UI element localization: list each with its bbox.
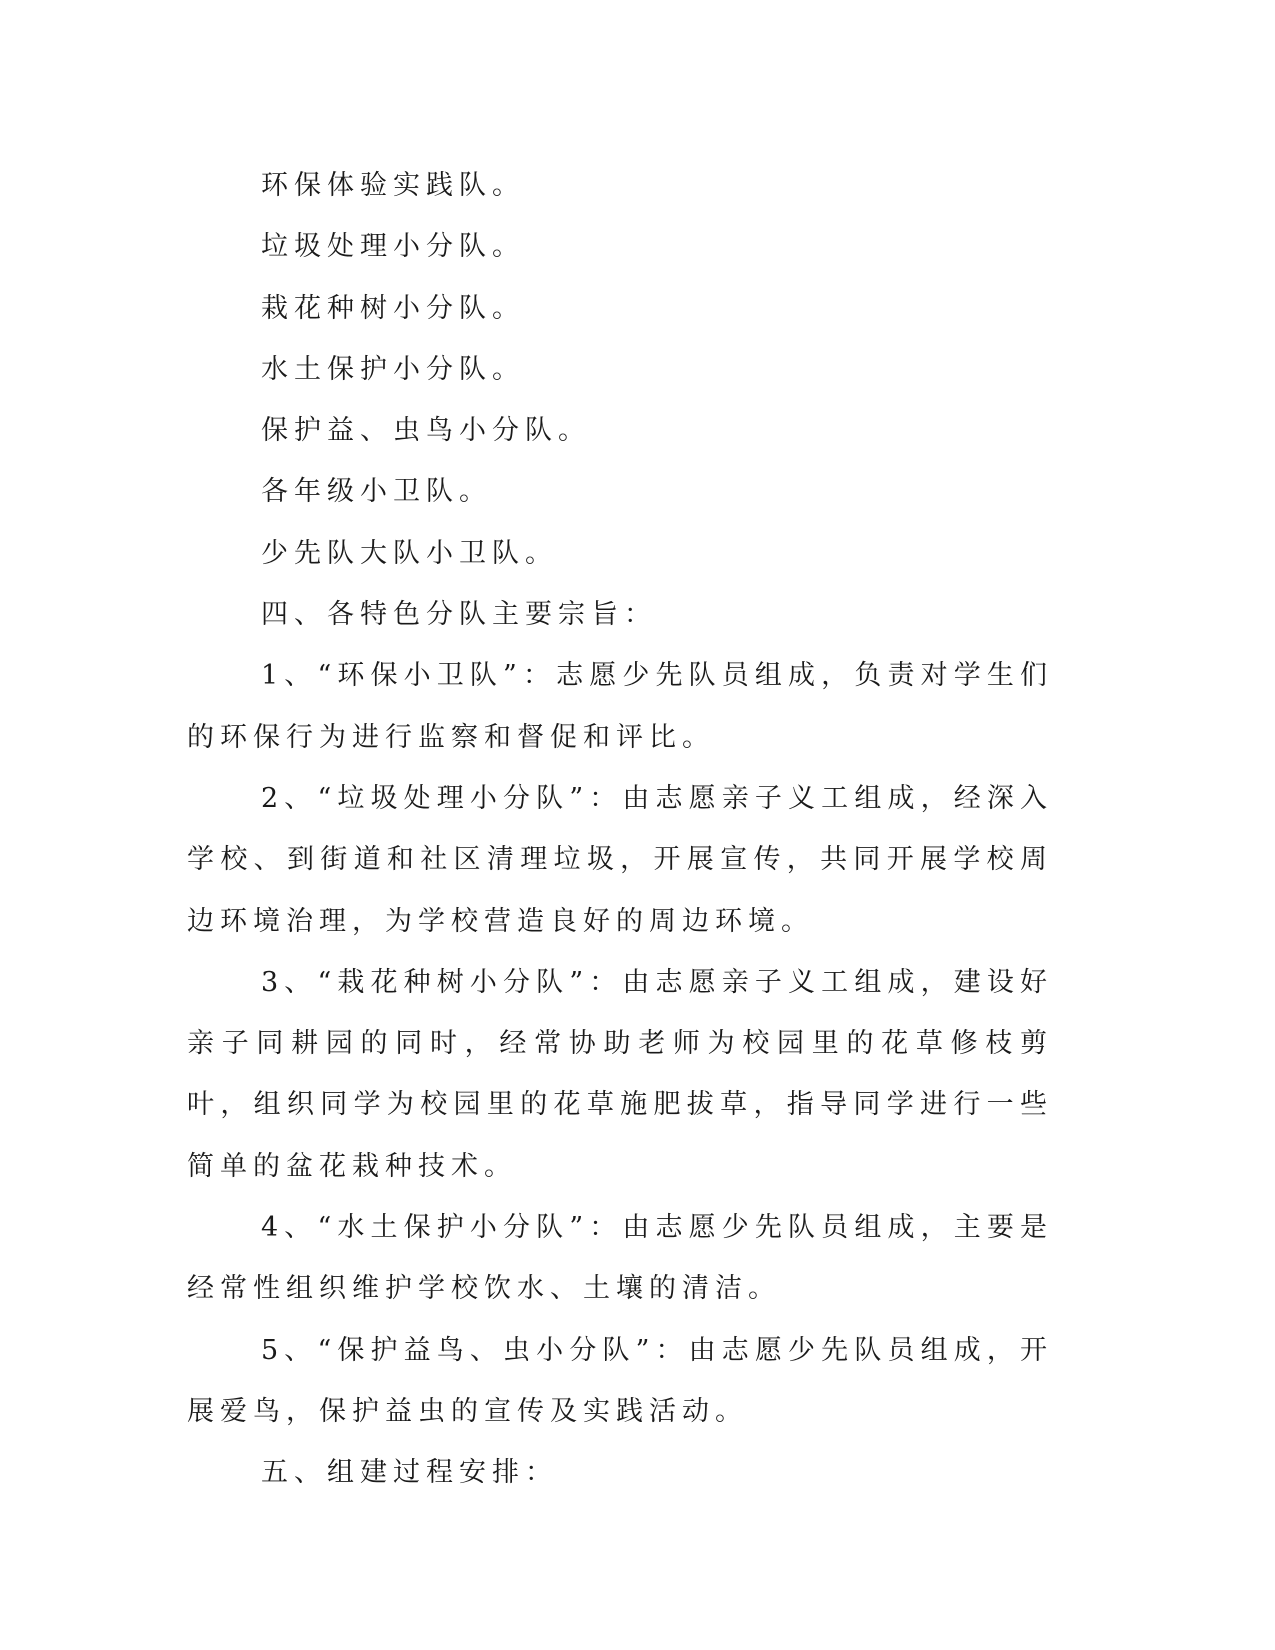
paragraph-team-planting: 栽花种树小分队。 (261, 292, 525, 324)
paragraph-team-bird-insect: 保护益、虫鸟小分队。 (261, 415, 591, 447)
paragraph-purpose-1: 1、“环保小卫队”：志愿少先队员组成，负责对学生们的环保行为进行监察和督促和评比。 (187, 660, 1053, 753)
paragraph-team-water-soil: 水土保护小分队。 (261, 353, 525, 385)
section-heading-purposes: 四、各特色分队主要宗旨： (261, 599, 657, 631)
paragraph-team-eco-practice: 环保体验实践队。 (261, 170, 525, 201)
paragraph-purpose-4: 4、“水土保护小分队”：由志愿少先队员组成，主要是经常性组织维护学校饮水、土壤的清洁。 (187, 1212, 1053, 1305)
paragraph-team-grade-guards: 各年级小卫队。 (261, 476, 492, 508)
paragraph-team-pioneer-guards: 少先队大队小卫队。 (261, 537, 558, 569)
paragraph-team-garbage: 垃圾处理小分队。 (261, 231, 525, 263)
section-heading-process: 五、组建过程安排： (261, 1457, 558, 1489)
paragraph-purpose-3: 3、“栽花种树小分队”：由志愿亲子义工组成，建设好亲子同耕园的同时，经常协助老师为校园里的花草修枝剪叶，组织同学为校园里的花草施肥拔草，指导同学进行一些简单的盆花栽种技术。 (187, 966, 1053, 1182)
document-body (187, 155, 1053, 1504)
paragraph-purpose-2: 2、“垃圾处理小分队”：由志愿亲子义工组成，经深入学校、到街道和社区清理垃圾，开展宣传，共同开展学校周边环境治理，为学校营造良好的周边环境。 (187, 782, 1053, 937)
paragraph-purpose-5: 5、“保护益鸟、虫小分队”：由志愿少先队员组成，开展爱鸟，保护益虫的宣传及实践活动。 (187, 1334, 1053, 1427)
